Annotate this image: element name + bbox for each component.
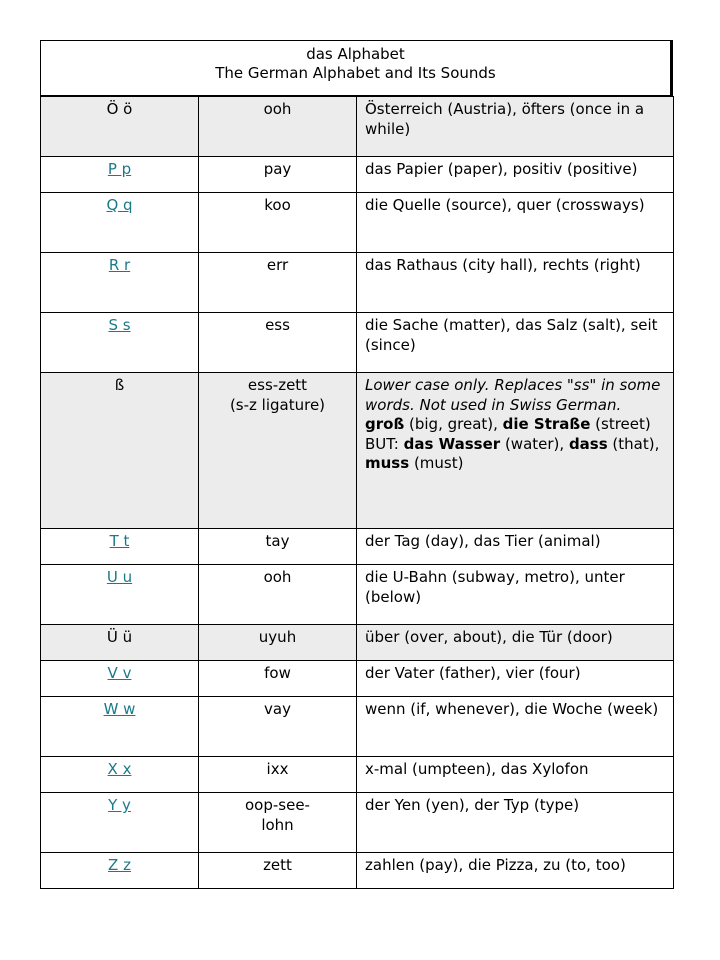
example-word: muss [365, 454, 410, 472]
table-row [41, 697, 674, 757]
table-row [41, 193, 674, 253]
example-cell: Österreich (Austria), öfters (once in a while) [357, 97, 674, 157]
example-cell: die Sache (matter), das Salz (salt), seit (since) [357, 313, 674, 373]
example-word: die Straße [502, 415, 591, 433]
sound-cell: vay [199, 697, 357, 757]
example-line [365, 435, 665, 474]
but-label: BUT: [365, 434, 404, 453]
letter-link-r[interactable]: R r [108, 256, 131, 274]
example-gloss: (big, great), [404, 415, 503, 433]
example-cell: wenn (if, whenever), die Woche (week) [357, 697, 674, 757]
example-cell: zahlen (pay), die Pizza, zu (to, too) [357, 853, 674, 889]
letter-link-u[interactable]: U u [106, 568, 133, 586]
sound-cell [199, 373, 357, 529]
example-cell: der Vater (father), vier (four) [357, 661, 674, 697]
letter-cell [41, 157, 199, 193]
sound-cell: zett [199, 853, 357, 889]
example-gloss: (must) [409, 454, 464, 472]
example-cell: die Quelle (source), quer (crossways) [357, 193, 674, 253]
sound-cell: ooh [199, 565, 357, 625]
letter-link-v[interactable]: V v [107, 664, 132, 682]
example-word: dass [568, 434, 608, 453]
letter-cell [41, 193, 199, 253]
table-row [41, 373, 674, 529]
sound-cell: uyuh [199, 625, 357, 661]
example-gloss: (that), [607, 434, 660, 453]
example-cell [357, 373, 674, 529]
sound-cell: pay [199, 157, 357, 193]
sound-cell: koo [199, 193, 357, 253]
sound-cell: oop-see-lohn [199, 793, 357, 853]
example-cell: x-mal (umpteen), das Xylofon [357, 757, 674, 793]
sound-note: (s-z ligature) [229, 395, 326, 414]
letter-cell [41, 697, 199, 757]
alphabet-document [40, 40, 673, 889]
table-row [41, 565, 674, 625]
sound-cell: fow [199, 661, 357, 697]
table-title: das Alphabet [306, 45, 405, 63]
letter-cell [41, 757, 199, 793]
letter-cell: Ü ü [41, 625, 199, 661]
example-gloss: (water), [500, 434, 569, 453]
example-cell: der Tag (day), das Tier (animal) [357, 529, 674, 565]
sound-cell: tay [199, 529, 357, 565]
example-word: groß [365, 415, 405, 433]
table-row [41, 157, 674, 193]
letter-cell [41, 793, 199, 853]
letter-cell: ß [41, 373, 199, 529]
table-row [41, 253, 674, 313]
letter-link-t[interactable]: T t [109, 532, 130, 550]
table-row [41, 757, 674, 793]
sound-cell: ooh [199, 97, 357, 157]
sound-text: ess-zett [247, 376, 308, 394]
example-line [365, 415, 665, 435]
table-row [41, 793, 674, 853]
example-cell: über (over, about), die Tür (door) [357, 625, 674, 661]
sound-cell: ixx [199, 757, 357, 793]
letter-cell [41, 529, 199, 565]
table-row [41, 661, 674, 697]
alphabet-table [40, 96, 674, 889]
letter-cell [41, 661, 199, 697]
letter-link-x[interactable]: X x [107, 760, 132, 778]
table-row [41, 529, 674, 565]
table-row [41, 625, 674, 661]
table-title-box [40, 40, 673, 96]
example-gloss: (street) [590, 415, 651, 433]
example-word: das Wasser [403, 434, 501, 453]
letter-link-y[interactable]: Y y [108, 796, 131, 814]
table-row [41, 97, 674, 157]
example-cell: das Rathaus (city hall), rechts (right) [357, 253, 674, 313]
letter-link-q[interactable]: Q q [106, 196, 133, 214]
example-cell: der Yen (yen), der Typ (type) [357, 793, 674, 853]
table-row [41, 853, 674, 889]
table-subtitle: The German Alphabet and Its Sounds [215, 64, 496, 82]
letter-cell [41, 313, 199, 373]
sound-cell: ess [199, 313, 357, 373]
table-row [41, 313, 674, 373]
letter-link-w[interactable]: W w [103, 700, 136, 718]
letter-link-z[interactable]: Z z [108, 856, 131, 874]
letter-cell [41, 253, 199, 313]
example-cell: das Papier (paper), positiv (positive) [357, 157, 674, 193]
letter-link-s[interactable]: S s [108, 316, 131, 334]
letter-cell [41, 853, 199, 889]
letter-cell: Ö ö [41, 97, 199, 157]
sound-cell: err [199, 253, 357, 313]
letter-link-p[interactable]: P p [107, 160, 132, 178]
example-cell: die U-Bahn (subway, metro), unter (below) [357, 565, 674, 625]
usage-note: Lower case only. Replaces "ss" in some words. Not used in Swiss German. [365, 376, 661, 414]
letter-cell [41, 565, 199, 625]
